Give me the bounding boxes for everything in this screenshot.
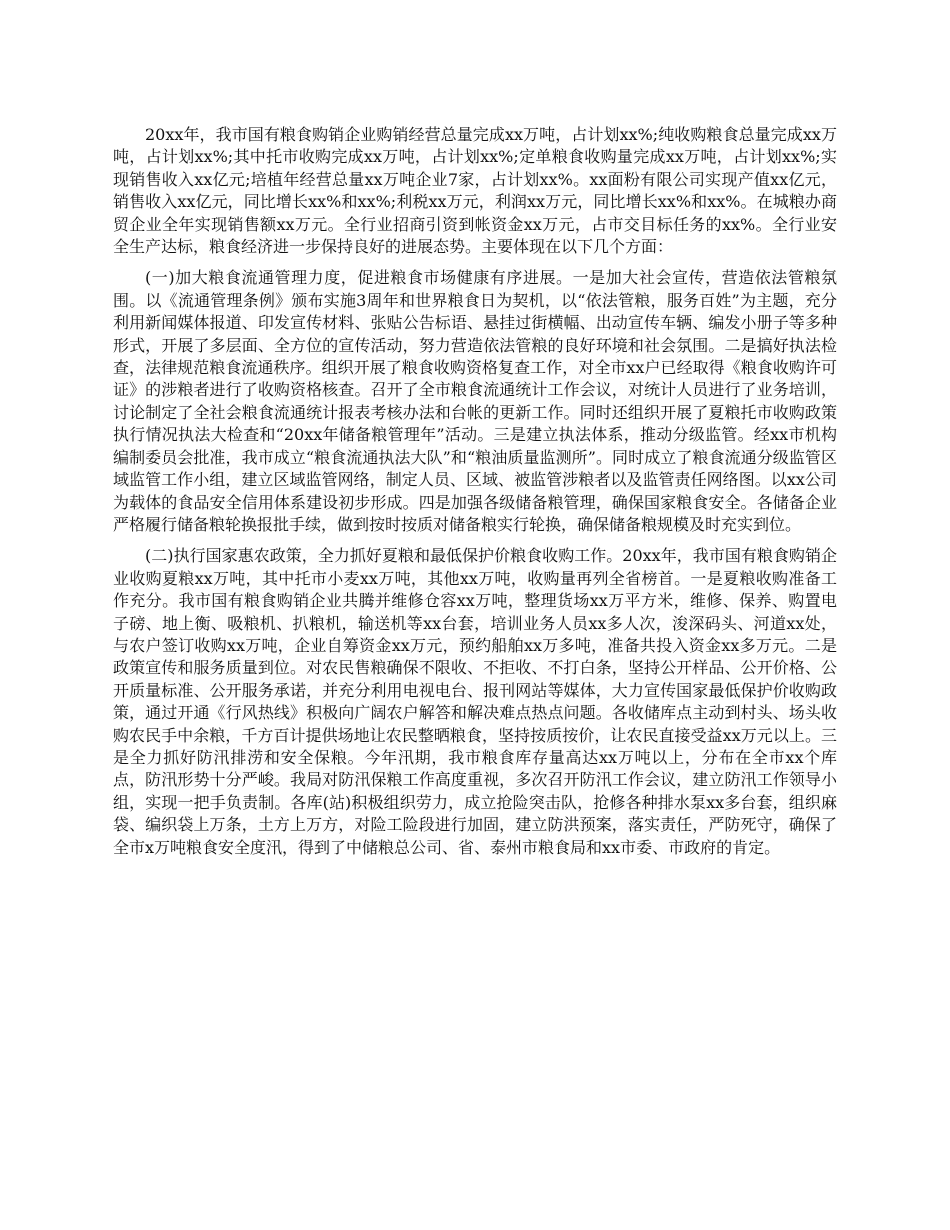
paragraph-section-2: (二)执行国家惠农政策，全力抓好夏粮和最低保护价粮食收购工作。20xx年，我市国有粮食购销企业收购夏粮xx万吨，其中托市小麦xx万吨，其他xx万吨，收购量再列全省榜首。一是夏粮收购准备工作充分。我市国有粮食购销企业共腾并维修仓容xx万吨，整理货场xx万平方米，维修、保养、购置电子磅、地上衡、吸粮机、扒粮机，输送机等xx台套，培训业务人员xx多人次，浚深码头、河道xx处，与农户签订收购xx万吨，企业自筹资金xx万元，预约船舶xx万多吨，准备共投入资金xx多万元。二是政策宣传和服务质量到位。对农民售粮确保不限收、不拒收、不打白条，坚持公开样品、公开价格、公开质量标准、公开服务承诺，并充分利用电视电台、报刊网站等媒体，大力宣传国家最低保护价收购政策，通过开通《行风热线》积极向广阔农户解答和解决难点热点问题。各收储库点主动到村头、场头收购农民手中余粮，千方百计提供场地让农民整晒粮食，坚持按质按价，让农民直接受益xx万元以上。三是全力抓好防汛排涝和安全保粮。今年汛期，我市粮食库存量高达xx万吨以上，分布在全市xx个库点，防汛形势十分严峻。我局对防汛保粮工作高度重视，多次召开防汛工作会议，建立防汛工作领导小组，实现一把手负责制。各库(站)积极组织劳力，成立抢险突击队，抢修各种排水泵xx多台套，组织麻袋、编织袋上万条，土方上万方，对险工险段进行加固，建立防洪预案，落实责任，严防死守，确保了全市x万吨粮食安全度汛，得到了中储粮总公司、省、泰州市粮食局和xx市委、市政府的肯定。 [113, 546, 837, 857]
paragraph-section-1: (一)加大粮食流通管理力度，促进粮食市场健康有序进展。一是加大社会宣传，营造依法管粮氛围。以《流通管理条例》颁布实施3周年和世界粮食日为契机，以“依法管粮，服务百姓”为主题，充分利用新闻媒体报道、印发宣传材料、张贴公告标语、悬挂过街横幅、出动宣传车辆、编发小册子等多种形式，开展了多层面、全方位的宣传活动，努力营造依法管粮的良好环境和社会氛围。二是搞好执法检查，法律规范粮食流通秩序。组织开展了粮食收购资格复查工作，对全市xx户已经取得《粮食收购许可证》的涉粮者进行了收购资格核查。召开了全市粮食流通统计工作会议，对统计人员进行了业务培训，讨论制定了全社会粮食流通统计报表考核办法和台帐的更新工作。同时还组织开展了夏粮托市收购政策执行情况执法大检查和“20xx年储备粮管理年”活动。三是建立执法体系，推动分级监管。经xx市机构编制委员会批准，我市成立“粮食流通执法大队”和“粮油质量监测所”。同时成立了粮食流通分级监管区域监管工作小组，建立区域监管网络，制定人员、区域、被监管涉粮者以及监管责任网络图。以xx公司为载体的食品安全信用体系建设初步形成。四是加强各级储备粮管理，确保国家粮食安全。各储备企业严格履行储备粮轮换报批手续，做到按时按质对储备粮实行轮换，确保储备粮规模及时充实到位。 [113, 268, 837, 534]
document-body [113, 124, 837, 868]
paragraph-intro: 20xx年，我市国有粮食购销企业购销经营总量完成xx万吨，占计划xx%;纯收购粮食总量完成xx万吨，占计划xx%;其中托市收购完成xx万吨，占计划xx%;定单粮食收购量完成xx万吨，占计划xx%;实现销售收入xx亿元;培植年经营总量xx万吨企业7家，占计划xx%。xx面粉有限公司实现产值xx亿元，销售收入xx亿元，同比增长xx%和xx%;利税xx万元，利润xx万元，同比增长xx%和xx%。在城粮办商贸企业全年实现销售额xx万元。全行业招商引资到帐资金xx万元，占市交目标任务的xx%。全行业安全生产达标，粮食经济进一步保持良好的进展态势。主要体现在以下几个方面： [113, 125, 837, 257]
